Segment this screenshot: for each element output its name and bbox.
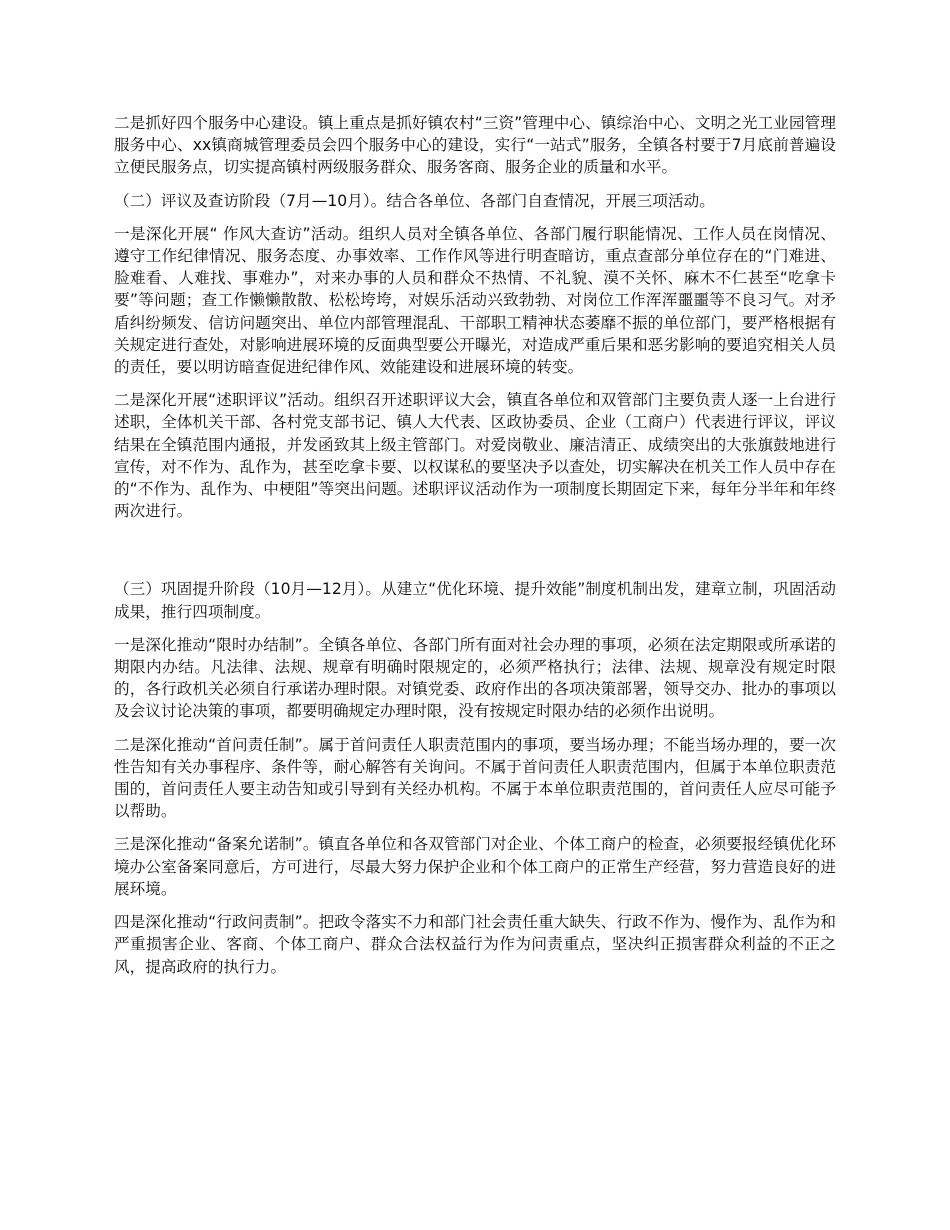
paragraph-accountability-system: 四是深化推动“行政问责制”。把政令落实不力和部门社会责任重大缺失、行政不作为、慢作为、乱作为和严重损害企业、客商、个体工商户、群众合法权益行为作为问责重点，坚决纠正损害群众利益的不正之风，提高政府的执行力。	[114, 913, 836, 976]
paragraph-gap	[114, 533, 836, 578]
paragraph-service-centers: 二是抓好四个服务中心建设。镇上重点是抓好镇农村“三资”管理中心、镇综治中心、文明之光工业园管理服务中心、xx镇商城管理委员会四个服务中心的建设，实行“一站式”服务，全镇各村要于7月底前普遍设立便民服务点，切实提高镇村两级服务群众、服务客商、服务企业的质量和水平。	[114, 114, 836, 177]
paragraph-stage-review: （二）评议及查访阶段（7月—10月）。结合各单位、各部门自查情况，开展三项活动。	[114, 191, 715, 210]
paragraph-first-inquiry-system: 二是深化推动“首问责任制”。属于首问责任人职责范围内的事项，要当场办理；不能当场办理的，要一次性告知有关办事程序、条件等，耐心解答有关询问。不属于首问责任人职责范围内，但属于本单位职责范围的，首问责任人要主动告知或引导到有关经办机构。不属于本单位职责范围的，首问责任人应尽可能予以帮助。	[114, 735, 836, 821]
paragraph-stage-consolidation: （三）巩固提升阶段（10月—12月）。从建立“优化环境、提升效能”制度机制出发，建章立制，巩固活动成果，推行四项制度。	[114, 580, 836, 621]
paragraph-style-inspection: 一是深化开展“ 作风大查访”活动。组织人员对全镇各单位、各部门履行职能情况、工作人员在岗情况、遵守工作纪律情况、服务态度、办事效率、工作作风等进行明查暗访，重点查部分单位存在的“门难进、脸难看、人难找、事难办”，对来办事的人员和群众不热情、不礼貌、漠不关怀、麻木不仁甚至“吃拿卡要”等问题；查工作懒懒散散、松松垮垮，对娱乐活动兴致勃勃、对岗位工作浑浑噩噩等不良习气。对矛盾纠纷频发、信访问题突出、单位内部管理混乱、干部职工精神状态萎靡不振的单位部门，要严格根据有关规定进行查处，对影响进展环境的反面典型要公开曝光，对造成严重后果和恶劣影响的要追究相关人员的责任，要以明访暗查促进纪律作风、效能建设和进展环境的转变。	[114, 224, 836, 377]
paragraph-filing-commitment-system: 三是深化推动“备案允诺制”。镇直各单位和各双管部门对企业、个体工商户的检查，必须要报经镇优化环境办公室备案同意后，方可进行，尽最大努力保护企业和个体工商户的正常生产经营，努力营造良好的进展环境。	[114, 835, 836, 898]
paragraph-duty-review: 二是深化开展“述职评议”活动。组织召开述职评议大会，镇直各单位和双管部门主要负责人逐一上台进行述职，全体机关干部、各村党支部书记、镇人大代表、区政协委员、企业（工商户）代表进行评议，评议结果在全镇范围内通报，并发函致其上级主管部门。对爱岗敬业、廉洁清正、成绩突出的大张旗鼓地进行宣传，对不作为、乱作为，甚至吃拿卡要、以权谋私的要坚决予以查处，切实解决在机关工作人员中存在的“不作为、乱作为、中梗阻”等突出问题。述职评议活动作为一项制度长期固定下来，每年分半年和年终两次进行。	[114, 391, 836, 521]
paragraph-time-limit-system: 一是深化推动“限时办结制”。全镇各单位、各部门所有面对社会办理的事项，必须在法定期限或所承诺的期限内办结。凡法律、法规、规章有明确时限规定的，必须严格执行；法律、法规、规章没有规定时限的，各行政机关必须自行承诺办理时限。对镇党委、政府作出的各项决策部署，领导交办、批办的事项以及会议讨论决策的事项，都要明确规定办理时限，没有按规定时限办结的必须作出说明。	[114, 635, 836, 721]
document-body	[114, 112, 836, 989]
